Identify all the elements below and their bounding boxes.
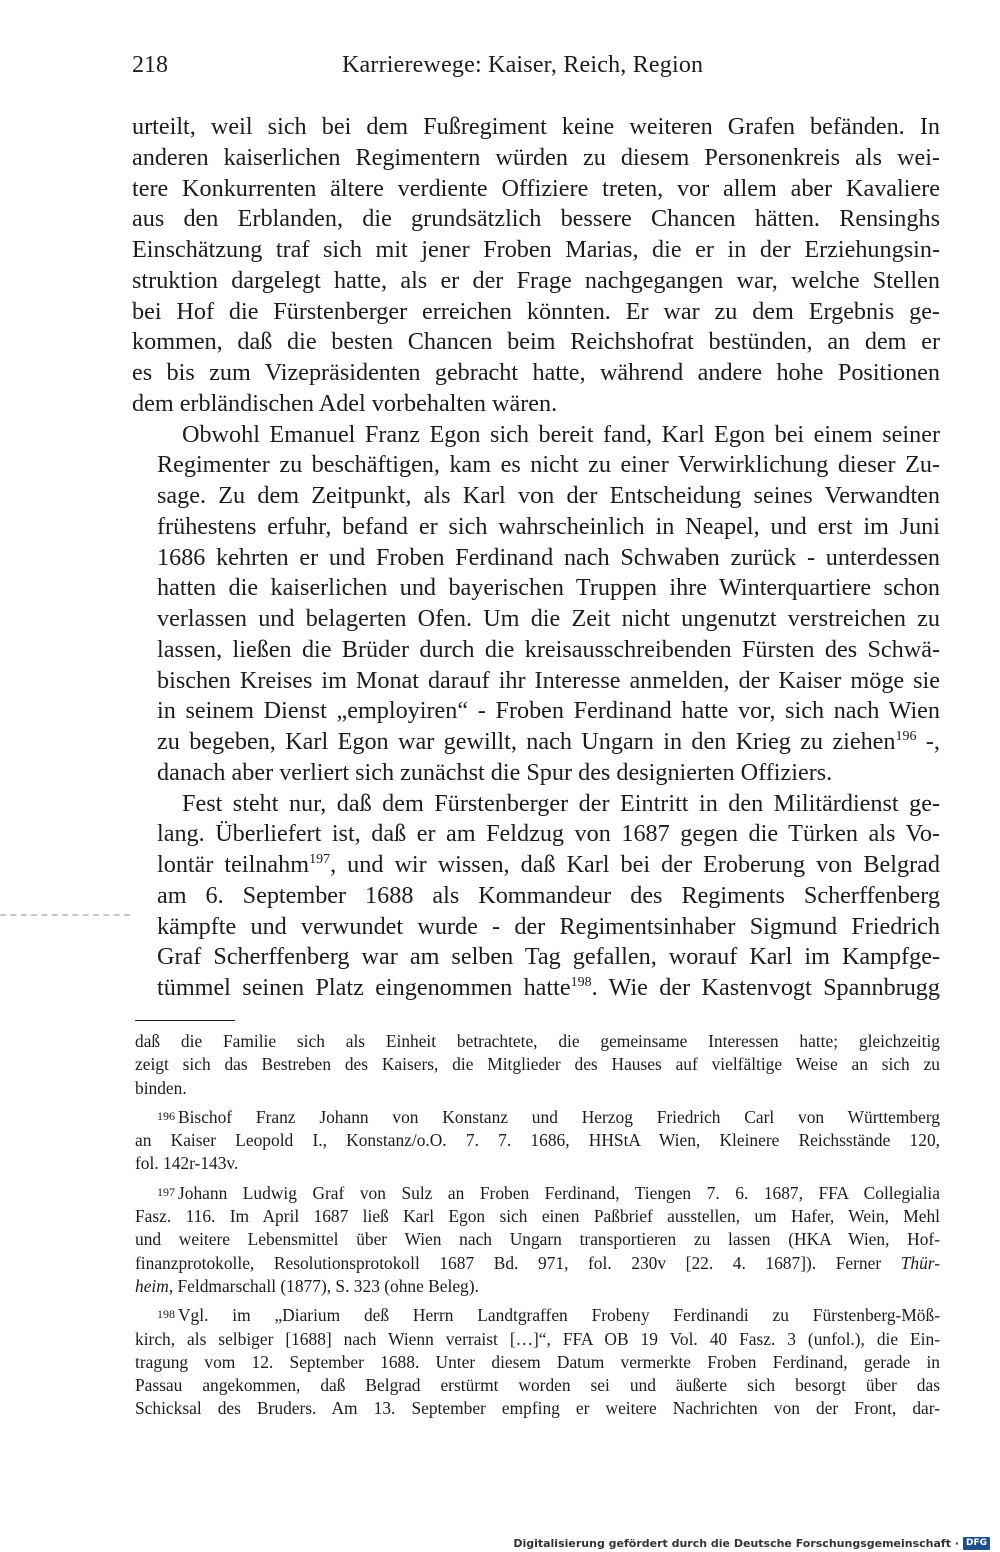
text-line: bischen Kreises im Monat darauf ihr Interesse anmelden, der Kaiser möge sie [157,666,940,694]
text-line: in seinem Dienst „employiren“ - Froben Ferdinand hatte vor, sich nach Wien [157,697,940,725]
text-segment: tümmel seinen Platz eingenommen hatte [157,974,571,1001]
footnote-ref-196[interactable]: 196 [895,729,917,744]
footnote-line: an Kaiser Leopold I., Konstanz/o.O. 7. 7. 1686, HHStA Wien, Kleinere Reichsstände 120, [135,1130,940,1151]
paragraph-1 [132,112,940,420]
footnote-line: Fasz. 116. Im April 1687 ließ Karl Egon sich einen Paßbrief ausstellen, um Hafer, Wein, Mehl [135,1206,940,1227]
footnote-line: kirch, als selbiger [1688] nach Wienn verraist […]“, FFA OB 19 Vol. 40 Fasz. 3 (unfol.), die Ein- [135,1328,940,1349]
footnote-line [135,1105,940,1129]
text-line: danach aber verliert sich zunächst die Spur des designierten Offiziers. [157,758,833,786]
digitization-credit [513,1536,990,1550]
footnote-text: Vgl. im „Diarium deß Herrn Landtgraffen Frobeny Ferdinandi zu Fürstenberg-Möß- [178,1305,940,1326]
text-line: hatten die kaiserlichen und bayerischen Truppen ihre Winterquartiere schon [157,574,940,602]
footnote-number: 197 [157,1184,175,1199]
footnote-line [135,1303,940,1327]
text-line: struktion dargelegt hatte, als er der Frage nachgegangen war, welche Stellen [132,266,940,294]
text-line: kämpfte und verwundet wurde - der Regimentsinhaber Sigmund Friedrich [157,912,940,940]
text-segment: , und wir wissen, daß Karl bei der Eroberung von Belgrad [330,851,940,878]
text-line [132,727,940,758]
footnote-line: und weitere Lebensmittel über Wien nach Ungarn transportieren zu lassen (HKA Wien, Hof- [135,1229,940,1250]
text-line: Graf Scherffenberg war am selben Tag gefallen, worauf Karl im Kampfge- [157,943,940,971]
footnote-196 [135,1105,940,1176]
footnote-line [135,1252,940,1275]
footnote-divider [135,1020,235,1021]
text-line [132,973,940,1004]
footnote-line: zeigt sich das Bestreben des Kaisers, die Mitglieder des Hauses auf vielfältige Weise an sich zu [135,1054,940,1075]
footnote-198 [135,1303,940,1420]
dfg-logo-icon: DFG [963,1537,990,1550]
author-name-italic: Thür- [900,1252,940,1273]
scan-artifact-line [0,914,130,916]
text-line: kommen, daß die besten Chancen beim Reichshofrat bestünden, an dem er [132,328,940,356]
footnote-line: Schicksal des Bruders. Am 13. September empfing er weitere Nachrichten von der Front, dar- [135,1398,940,1419]
footnote-line [135,1275,940,1298]
text-line: lassen, ließen die Brüder durch die kreisausschreibenden Fürsten des Schwä- [157,635,940,663]
text-line: aus den Erblanden, die grundsätzlich bessere Chancen hätten. Rensinghs [132,205,940,233]
footnote-line: daß die Familie sich als Einheit betrachtete, die gemeinsame Interessen hatte; gleichzeitig [135,1031,940,1051]
paragraph-3 [132,789,940,1004]
footnote-ref-197[interactable]: 197 [309,852,331,867]
text-line: urteilt, weil sich bei dem Fußregiment keine weiteren Grafen befänden. In [132,113,940,140]
footnote-text: Johann Ludwig Graf von Sulz an Froben Ferdinand, Tiengen 7. 6. 1687, FFA Collegialia [178,1182,940,1203]
text-line: es bis zum Vizepräsidenten gebracht hatte, während andere hohe Positionen [132,359,940,386]
footnote-text: , Feldmarschall (1877), S. 323 (ohne Beleg). [168,1275,479,1296]
text-segment: . Wie der Kastenvogt Spannbrugg [591,974,940,1001]
footnote-line [135,1181,940,1205]
running-title: Karrierewege: Kaiser, Reich, Region [342,52,704,78]
footnote-line: fol. 142r-143v. [135,1153,239,1174]
text-line: am 6. September 1688 als Kommandeur des Regiments Scherffenberg [157,881,940,909]
text-line: Einschätzung traf sich mit jener Froben Marias, die er in der Erziehungsin- [132,236,940,263]
page-header [132,52,940,88]
footnote-line: tragung vom 12. September 1688. Unter diesem Datum vermerkte Froben Ferdinand, gerade in [135,1351,940,1372]
text-line: bei Hof die Fürstenberger erreichen könnten. Er war zu dem Ergebnis ge- [132,297,940,325]
text-line: Fest steht nur, daß dem Fürstenberger der Eintritt in den Militärdienst ge- [182,789,940,817]
text-line: frühestens erfuhr, befand er sich wahrscheinlich in Neapel, und erst im Juni [157,512,940,540]
footnote-text: Bischof Franz Johann von Konstanz und Herzog Friedrich Carl von Württemberg [178,1106,940,1127]
footnote-ref-198[interactable]: 198 [570,975,592,990]
text-line: anderen kaiserlichen Regimentern würden zu diesem Personenkreis als wei- [132,143,940,171]
author-name-italic: heim [135,1275,169,1296]
text-line: 1686 kehrten er und Froben Ferdinand nach Schwaben zurück - unterdessen [157,543,940,571]
text-line: Regimenter zu beschäftigen, kam es nicht zu einer Verwirklichung dieser Zu- [157,451,940,479]
footnote-line: Passau angekommen, daß Belgrad erstürmt worden sei und äußerte sich besorgt über das [135,1375,940,1396]
footnotes [135,1030,940,1426]
text-line: dem erbländischen Adel vorbehalten wären. [132,389,558,417]
footnote-continuation [135,1030,940,1100]
text-line: Obwohl Emanuel Franz Egon sich bereit fand, Karl Egon bei einem seiner [182,420,940,448]
footnote-number: 198 [157,1307,175,1322]
body-text [132,112,940,1004]
text-line: lang. Überliefert ist, daß er am Feldzug von 1687 gegen die Türken als Vo- [157,820,940,848]
footnote-number: 196 [157,1108,175,1123]
text-segment: zu begeben, Karl Egon war gewillt, nach Ungarn in den Krieg zu ziehen [157,728,896,755]
text-line: tere Konkurrenten ältere verdiente Offiziere treten, vor allem aber Kavaliere [132,174,940,202]
credit-text: Digitalisierung gefördert durch die Deutsche Forschungsgemeinschaft · [513,1536,959,1550]
text-segment: -, [916,728,940,755]
footnote-197 [135,1181,940,1298]
paragraph-2 [132,420,940,789]
text-line: verlassen und belagerten Ofen. Um die Zeit nicht ungenutzt verstreichen zu [157,605,940,632]
page-number: 218 [132,52,168,78]
footnote-line: binden. [135,1077,187,1098]
text-line: sage. Zu dem Zeitpunkt, als Karl von der Entscheidung seines Verwandten [157,482,940,509]
text-line [132,850,940,881]
footnote-text: finanzprotokolle, Resolutionsprotokoll 1687 Bd. 971, fol. 230v [22. 4. 1687]). Ferner [135,1252,901,1273]
text-segment: lontär teilnahm [157,851,310,878]
